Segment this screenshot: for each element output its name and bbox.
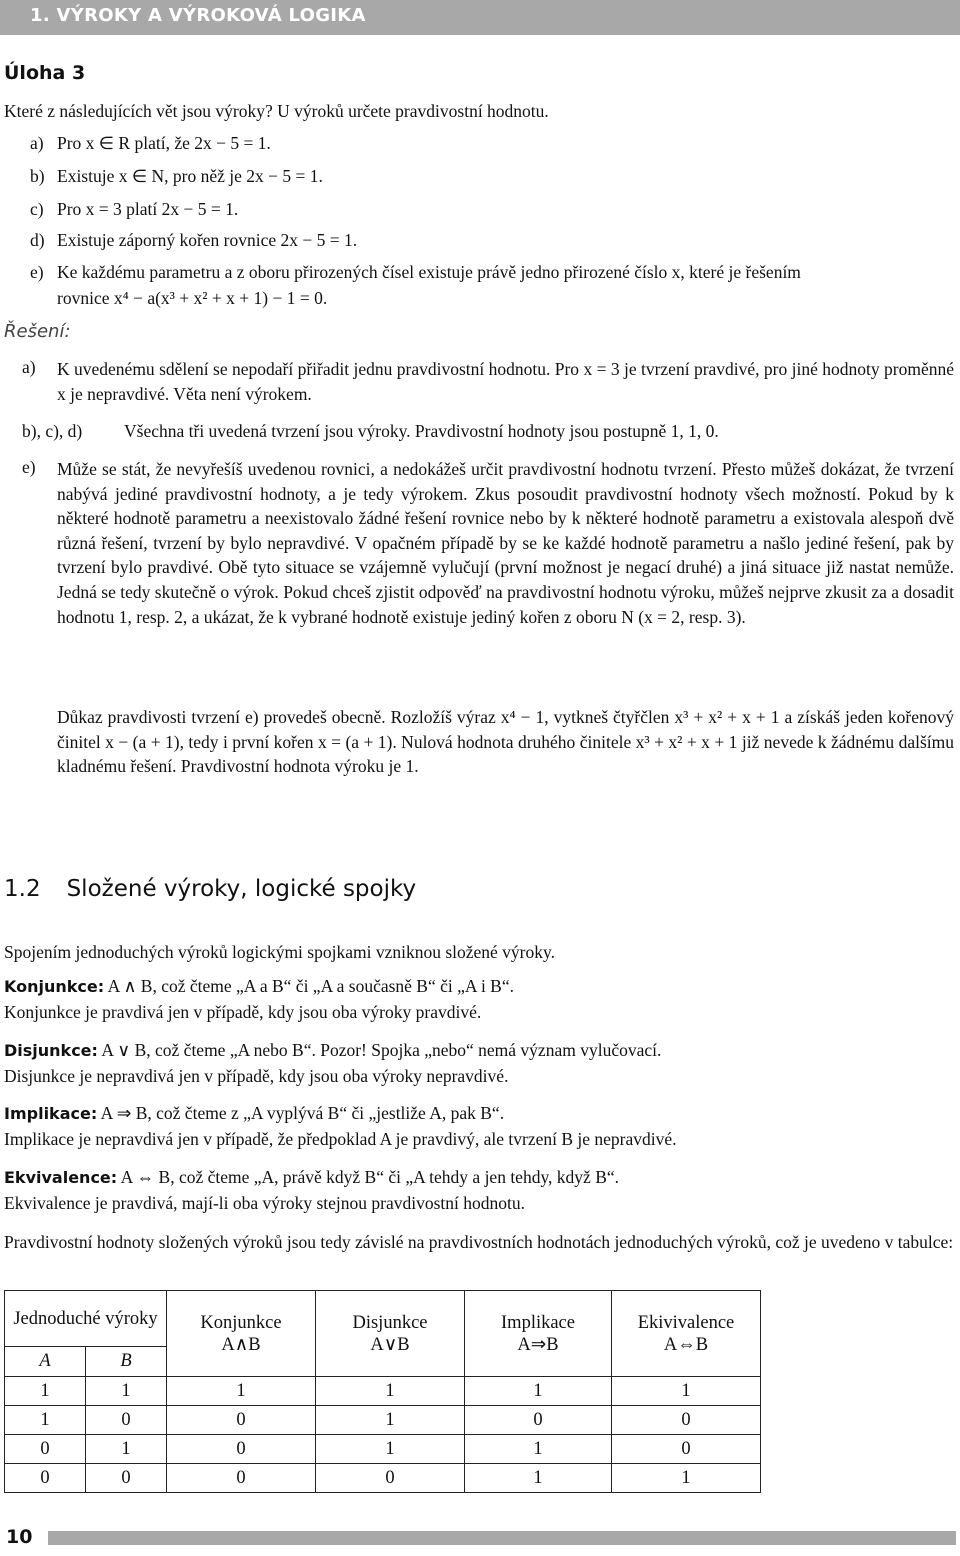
footer-bar [48, 1531, 956, 1545]
task-item-a-text: Pro x ∈ R platí, že 2x − 5 = 1. [57, 133, 271, 153]
section-heading: Složené výroky, logické spojky [66, 876, 417, 902]
section-title [4, 876, 416, 902]
conjunction-label: Konjunkce: [4, 977, 105, 996]
table-header-conjunction-expr: A∧B [221, 1334, 261, 1355]
table-cell: 0 [612, 1406, 761, 1435]
implication-def [4, 1103, 504, 1124]
page-number: 10 [6, 1526, 33, 1548]
table-cell: 0 [316, 1464, 465, 1493]
task-item-e-label: e) [30, 262, 44, 282]
solution-e-text1: Může se stát, že nevyřešíš uvedenou rovnici, a nedokážeš určit pravdivostní hodnotu tvrzení. Přesto můžeš dokázat, že tvrzení nabývá jediné pravdivostní hodnoty, a je tedy výrokem. Zkus posoudit pravdivostní hodnoty všech možností. Pokud by k některé hodnotě parametru a neexistovalo žádné řešení rovnice nebo by k některé hodnotě parametru a existovala alespoň dvě různá řešení, tvrzení by bylo nepravdivé. V opačném případě by se ke každé hodnotě parametru a našlo jediné řešení, pak by tvrzení bylo pravdivé. Obě tyto situace se vzájemně vylučují (první možnost je negací druhé) a jiná situace již nastat nemůže. Jedná se tedy skutečně o výrok. Pokud chceš zjistit odpověď na pravdivostní hodnotu výroku, můžeš nejprve zkusit za a dosadit hodnotu 1, resp. 2, a ukázat, že k vybrané hodnotě existuje jediný kořen z oboru N (x = 2, resp. 3). [57, 459, 954, 627]
table-header-simple: Jednoduché výroky [5, 1291, 167, 1347]
table-header-implication [465, 1291, 612, 1377]
task-item-b-text: Existuje x ∈ N, pro něž je 2x − 5 = 1. [57, 166, 323, 186]
table-cell: 0 [167, 1464, 316, 1493]
table-row [5, 1406, 761, 1435]
table-cell: 0 [167, 1406, 316, 1435]
table-header-implication-name: Implikace [501, 1312, 575, 1333]
table-header-conjunction-name: Konjunkce [200, 1312, 282, 1333]
equivalence-line2: Ekvivalence je pravdivá, mají-li oba výroky stejnou pravdivostní hodnotu. [4, 1193, 525, 1213]
task-item-d-label: d) [30, 230, 45, 250]
implication-label: Implikace: [4, 1104, 98, 1123]
table-cell: 1 [465, 1464, 612, 1493]
table-header-equivalence-name: Ekivivalence [637, 1312, 735, 1333]
solution-bcd-label: b), c), d) [22, 421, 83, 441]
running-header [0, 0, 960, 35]
table-row [5, 1377, 761, 1406]
conjunction-line1: A ∧ B, což čteme „A a B“ či „A a současně B“ či „A i B“. [107, 976, 514, 996]
table-cell: 1 [316, 1377, 465, 1406]
conjunction-line2: Konjunkce je pravdivá jen v případě, kdy jsou oba výroky pravdivé. [4, 1002, 482, 1022]
equivalence-label: Ekvivalence: [4, 1168, 118, 1187]
conjunction-def [4, 976, 514, 997]
running-header-text: 1. VÝROKY A VÝROKOVÁ LOGIKA [30, 5, 366, 26]
table-header-disjunction-name: Disjunkce [352, 1312, 428, 1333]
implication-line2: Implikace je nepravdivá jen v případě, že předpoklad A je pravdivý, ale tvrzení B je nepravdivé. [4, 1129, 677, 1149]
table-row [5, 1435, 761, 1464]
table-cell: 1 [167, 1377, 316, 1406]
task-prompt: Které z následujících vět jsou výroky? U výroků určete pravdivostní hodnotu. [4, 101, 549, 121]
table-cell: 1 [612, 1464, 761, 1493]
solution-a-text: K uvedenému sdělení se nepodaří přiřadit jednu pravdivostní hodnotu. Pro x = 3 je tvrzení pravdivé, pro jiné hodnoty proměnné x je nepravdivé. Věta není výrokem. [57, 359, 954, 404]
table-cell: 0 [86, 1406, 167, 1435]
truth-table [4, 1290, 761, 1493]
equivalence-line1: A ⇔ B, což čteme „A, právě když B“ či „A tehdy a jen tehdy, když B“. [120, 1167, 620, 1187]
table-cell: 1 [86, 1435, 167, 1464]
disjunction-line1: A ∨ B, což čteme „A nebo B“. Pozor! Spojka „nebo“ nemá význam vylučovací. [101, 1040, 662, 1060]
task-item-a-label: a) [30, 133, 44, 153]
table-header-implication-expr: A⇒B [517, 1334, 559, 1355]
table-cell: 0 [167, 1435, 316, 1464]
solution-heading: Řešení: [4, 321, 71, 342]
equivalence-def [4, 1167, 619, 1188]
task-item-e-text1: Ke každému parametru a z oboru přirozených čísel existuje právě jedno přirozené číslo x, které je řešením [57, 262, 801, 282]
table-cell: 1 [612, 1377, 761, 1406]
section-number: 1.2 [4, 876, 41, 902]
solution-e-text2: Důkaz pravdivosti tvrzení e) provedeš obecně. Rozložíš výraz x⁴ − 1, vytkneš čtyřčlen x³ + x² + x + 1 a získáš jeden kořenový činitel x − (a + 1), tedy i první kořen x = (a + 1). Nulová hodnota druhého činitele x³ + x² + x + 1 již nevede k žádnému dalšímu kladnému řešení. Pravdivostní hodnota výroku je 1. [57, 707, 954, 777]
table-cell: 1 [316, 1435, 465, 1464]
table-cell: 0 [86, 1464, 167, 1493]
task-item-b-label: b) [30, 166, 45, 186]
table-cell: 1 [5, 1406, 86, 1435]
table-cell: 1 [86, 1377, 167, 1406]
table-cell: 0 [465, 1406, 612, 1435]
table-cell: 1 [316, 1406, 465, 1435]
solution-bcd-text: Všechna tři uvedená tvrzení jsou výroky. Pravdivostní hodnoty jsou postupně 1, 1, 0. [124, 421, 719, 441]
table-cell: 0 [612, 1435, 761, 1464]
table-cell: 0 [5, 1435, 86, 1464]
task-item-e-text2: rovnice x⁴ − a(x³ + x² + x + 1) − 1 = 0. [57, 288, 328, 308]
solution-a-label: a) [22, 357, 36, 377]
table-header-equivalence-expr: A⇔B [663, 1334, 709, 1355]
table-row [5, 1464, 761, 1493]
task-item-c-label: c) [30, 199, 44, 219]
table-header-conjunction [167, 1291, 316, 1377]
table-cell: 0 [5, 1464, 86, 1493]
solution-e-label: e) [22, 457, 36, 477]
task-title: Úloha 3 [4, 62, 86, 84]
table-header-equivalence [612, 1291, 761, 1377]
table-cell: 1 [465, 1377, 612, 1406]
task-item-c-text: Pro x = 3 platí 2x − 5 = 1. [57, 199, 239, 219]
table-cell: 1 [5, 1377, 86, 1406]
table-col-b: B [86, 1347, 167, 1377]
table-intro: Pravdivostní hodnoty složených výroků jsou tedy závislé na pravdivostních hodnotách jednoduchých výroků, což je uvedeno v tabulce: [4, 1232, 954, 1252]
table-col-a: A [5, 1347, 86, 1377]
table-cell: 1 [465, 1435, 612, 1464]
disjunction-line2: Disjunkce je nepravdivá jen v případě, kdy jsou oba výroky nepravdivé. [4, 1066, 509, 1086]
disjunction-label: Disjunkce: [4, 1041, 98, 1060]
section-intro: Spojením jednoduchých výroků logickými spojkami vzniknou složené výroky. [4, 942, 556, 962]
table-header-disjunction-expr: A∨B [370, 1334, 410, 1355]
disjunction-def [4, 1040, 661, 1061]
implication-line1: A ⇒ B, což čteme z „A vyplývá B“ či „jestliže A, pak B“. [100, 1103, 505, 1123]
task-item-d-text: Existuje záporný kořen rovnice 2x − 5 = 1. [57, 230, 358, 250]
table-header-disjunction [316, 1291, 465, 1377]
